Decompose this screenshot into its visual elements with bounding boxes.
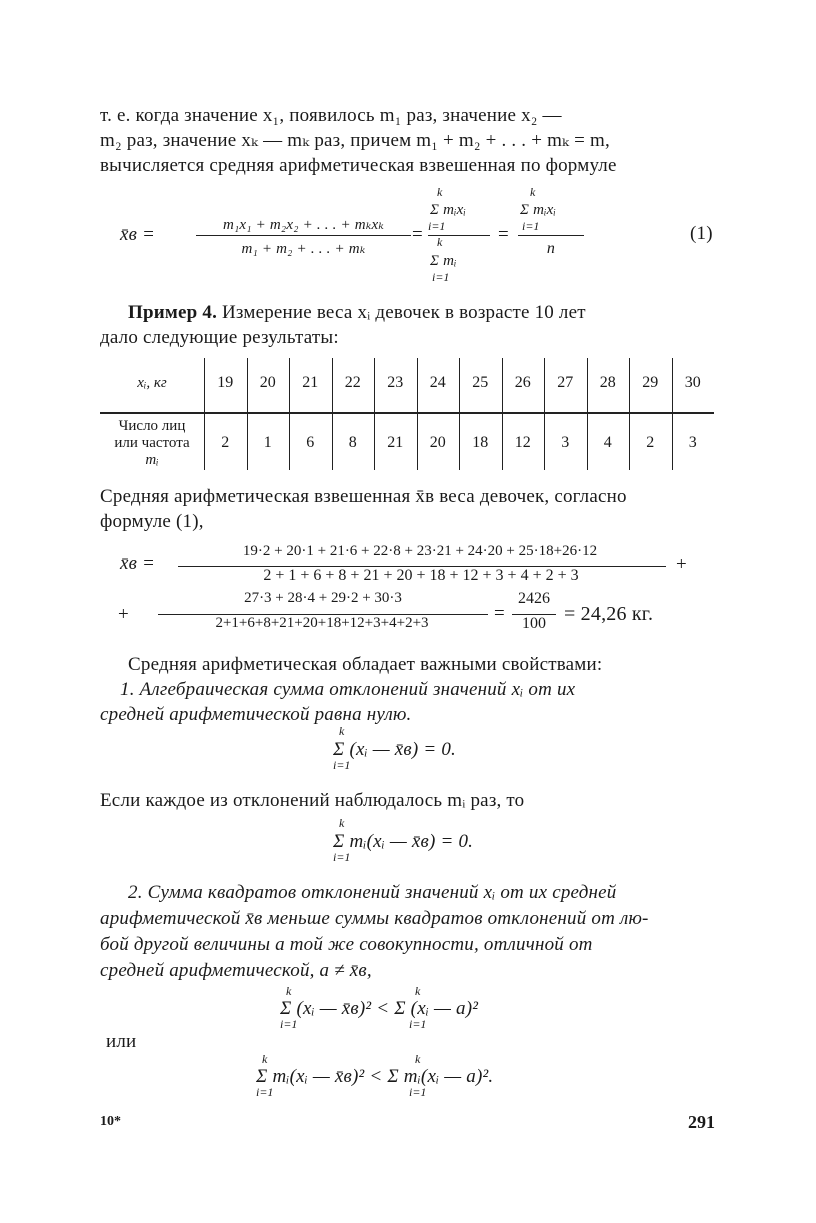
eq4-sup-k-2: k [415, 1052, 421, 1066]
table-row2-header-line2: или частота [114, 434, 190, 451]
table-weight-cell: 28 [599, 374, 616, 391]
eq4-sub-i-2: i=1 [409, 1085, 427, 1099]
eq4-sub-i-1: i=1 [256, 1085, 274, 1099]
table-weight-cell: 23 [387, 374, 404, 391]
property1-line-1: 1. Алгебраическая сумма отклонений значений xᵢ от их [120, 679, 576, 700]
eq2-sub-i: i=1 [333, 850, 351, 864]
signature-mark: 10* [100, 1114, 121, 1129]
property-eq3: Σ (xᵢ — x̄в)² < Σ (xᵢ — a)² [280, 998, 479, 1019]
example-label: Пример 4. [128, 302, 218, 323]
intro-line-3: вычисляется средняя арифметическая взвешенная по формуле [100, 155, 617, 176]
property2-line-1: 2. Сумма квадратов отклонений значений xᵢ от их средней [128, 882, 617, 903]
table-count-cell: 8 [348, 434, 357, 451]
table-row2-header-line3: mᵢ [145, 451, 159, 468]
table-weight-cell: 19 [217, 374, 234, 391]
property-eq4: Σ mᵢ(xᵢ — x̄в)² < Σ mᵢ(xᵢ — a)². [256, 1066, 494, 1087]
weights-table [100, 358, 714, 470]
calc-num2: 27·3 + 28·4 + 29·2 + 30·3 [244, 590, 402, 606]
property-eq2: Σ mᵢ(xᵢ — x̄в) = 0. [333, 831, 474, 852]
table-count-cell: 12 [514, 434, 531, 451]
property-eq1: Σ (xᵢ — x̄в) = 0. [333, 739, 456, 760]
table-count-cell: 4 [603, 434, 612, 451]
calc-plus-start: + [118, 604, 129, 625]
intro-line-1: т. е. когда значение x₁, появилось m₁ раз, значение x₂ — [100, 105, 562, 126]
table-count-cell: 6 [306, 434, 315, 451]
table-count-cell: 1 [263, 434, 272, 451]
table-weight-cell: 22 [344, 374, 361, 391]
formula1-num3: Σ mᵢxᵢ [520, 202, 557, 218]
eq1-sup-k: k [339, 724, 345, 738]
eq2-sup-k: k [339, 816, 345, 830]
calc-plus-end: + [676, 554, 687, 575]
table-count-cell: 3 [688, 434, 697, 451]
formula1-eq1: = [412, 224, 423, 245]
table-weight-cell: 21 [302, 374, 319, 391]
eq1-sub-i: i=1 [333, 758, 351, 772]
formula1-sup-k-3: k [530, 185, 536, 199]
table-count-cell: 3 [561, 434, 570, 451]
calc-result: = 24,26 кг. [564, 603, 654, 625]
table-weight-cell: 25 [472, 374, 489, 391]
table-weight-cell: 30 [684, 374, 701, 391]
property1-line-2: средней арифметической равна нулю. [100, 704, 412, 725]
calc-num1: 19·2 + 20·1 + 21·6 + 22·8 + 23·21 + 24·20 + 25·18+26·12 [242, 543, 598, 559]
eq4-sup-k-1: k [262, 1052, 268, 1066]
eq3-sub-i-2: i=1 [409, 1017, 427, 1031]
formula1-den2: Σ mᵢ [430, 253, 457, 269]
calc-num3: 2426 [518, 590, 550, 607]
eq3-sup-k-2: k [415, 984, 421, 998]
after-table-line-1: Средняя арифметическая взвешенная x̄в веса девочек, согласно [100, 486, 627, 507]
table-row1-header: xᵢ, кг [137, 374, 167, 391]
table-weight-cell: 29 [642, 374, 659, 391]
formula1-sub-i-1: i=1 [428, 219, 446, 233]
example-text-1: Измерение веса xᵢ девочек в возрасте 10 лет [217, 302, 586, 323]
eq3-sup-k-1: k [286, 984, 292, 998]
calc-lhs: x̄в = [120, 553, 156, 574]
formula1-sup-k-2: k [437, 235, 443, 249]
properties-mid-line: Если каждое из отклонений наблюдалось mᵢ раз, то [100, 790, 525, 811]
formula1-number: (1) [690, 223, 713, 244]
eq3-sub-i-1: i=1 [280, 1017, 298, 1031]
formula1-eq2: = [498, 224, 509, 245]
formula1-den3: n [546, 240, 556, 257]
property2-line-2: арифметической x̄в меньше суммы квадратов отклонений от лю- [100, 908, 649, 929]
formula1-sub-i-3: i=1 [522, 219, 540, 233]
formula1-lhs: x̄в = [120, 224, 156, 245]
calc-den1: 2 + 1 + 6 + 8 + 21 + 20 + 18 + 12 + 3 + 4 + 2 + 3 [263, 567, 579, 584]
table-row2-header-line1: Число лиц [118, 417, 186, 434]
property2-line-3: бой другой величины a той же совокупности, отличной от [100, 934, 593, 955]
calc-den2: 2+1+6+8+21+20+18+12+3+4+2+3 [215, 615, 429, 631]
formula1-den1: m₁ + m₂ + . . . + mₖ [241, 241, 366, 257]
calc-eq1: = [494, 603, 505, 624]
formula1-num1: m₁x₁ + m₂x₂ + . . . + mₖxₖ [222, 217, 385, 233]
properties-intro: Средняя арифметическая обладает важными свойствами: [128, 654, 603, 675]
or-word: или [106, 1031, 137, 1052]
formula1-num2: Σ mᵢxᵢ [430, 202, 467, 218]
table-count-cell: 20 [429, 434, 446, 451]
table-count-cell: 18 [472, 434, 489, 451]
example-line-2: дало следующие результаты: [100, 327, 339, 348]
table-header-divider [100, 412, 714, 414]
table-row2-header [100, 416, 204, 470]
formula1-sub-i-2: i=1 [432, 270, 450, 284]
example-line-1 [128, 300, 718, 326]
table-weight-cell: 26 [514, 374, 531, 391]
calc-den3: 100 [522, 615, 546, 632]
table-weight-cell: 24 [429, 374, 446, 391]
table-count-cell: 2 [646, 434, 655, 451]
property2-line-4: средней арифметической, a ≠ x̄в, [100, 960, 372, 981]
page-number: 291 [688, 1112, 715, 1132]
table-count-cell: 21 [387, 434, 404, 451]
table-weight-cell: 27 [557, 374, 574, 391]
after-table-line-2: формуле (1), [100, 511, 204, 532]
table-weight-cell: 20 [259, 374, 276, 391]
table-count-cell: 2 [221, 434, 230, 451]
formula1-sup-k-1: k [437, 185, 443, 199]
intro-line-2: m₂ раз, значение xₖ — mₖ раз, причем m₁ + m₂ + . . . + mₖ = m, [100, 130, 610, 151]
